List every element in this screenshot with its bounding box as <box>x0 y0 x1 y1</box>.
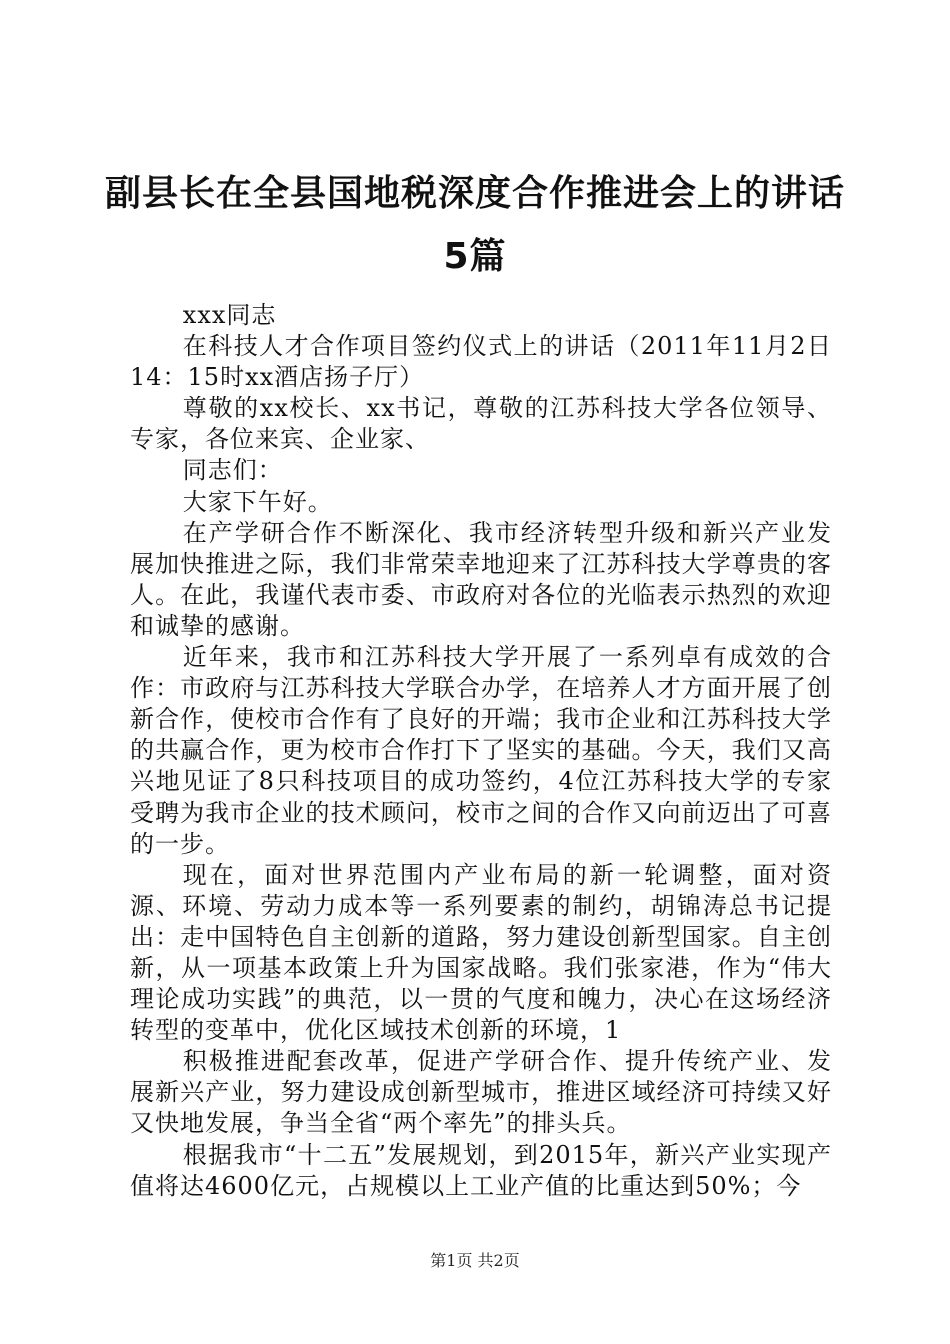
paragraph-plan: 根据我市“十二五”发展规划，到2015年，新兴产业实现产值将达4600亿元，占规模以上工业产值的比重达到50%；今 <box>130 1140 832 1200</box>
paragraph-welcome: 在产学研合作不断深化、我市经济转型升级和新兴产业发展加快推进之际，我们非常荣幸地迎来了江苏科技大学尊贵的客人。在此，我谨代表市委、市政府对各位的光临表示热烈的欢迎和诚挚的感谢。 <box>130 518 832 640</box>
paragraph-comrades: 同志们： <box>182 456 283 485</box>
document-title-line-2: 5篇 <box>443 236 507 277</box>
page-number-footer: 第1页 共2页 <box>430 1251 520 1270</box>
paragraph-innovation: 现在，面对世界范围内产业布局的新一轮调整，面对资源、环境、劳动力成本等一系列要素的制约，胡锦涛总书记提出：走中国特色自主创新的道路，努力建设创新型国家。自主创新，从一项基本政策上升为国家战略。我们张家港，作为“伟大理论成功实践”的典范，以一贯的气度和魄力，决心在这场经济转型的变革中，优化区域技术创新的环境，1 <box>130 860 832 1045</box>
paragraph-addressee: xxx同志 <box>182 301 277 329</box>
paragraph-cooperation: 近年来，我市和江苏科技大学开展了一系列卓有成效的合作：市政府与江苏科技大学联合办学，在培养人才方面开展了创新合作，使校市合作有了良好的开端；我市企业和江苏科技大学的共赢合作，更为校市合作打下了坚实的基础。今天，我们又高兴地见证了8只科技项目的成功签约，4位江苏科技大学的专家受聘为我市企业的技术顾问，校市之间的合作又向前迈出了可喜的一步。 <box>130 643 832 858</box>
paragraph-speech-heading: 在科技人才合作项目签约仪式上的讲话（2011年11月2日14：15时xx酒店扬子厅） <box>130 332 832 392</box>
paragraph-greeting: 大家下午好。 <box>182 487 333 516</box>
paragraph-salutation: 尊敬的xx校长、xx书记，尊敬的江苏科技大学各位领导、专家，各位来宾、企业家、 <box>130 394 832 454</box>
paragraph-reform: 积极推进配套改革，促进产学研合作、提升传统产业、发展新兴产业，努力建设成创新型城市，推进区域经济可持续又好又快地发展，争当全省“两个率先”的排头兵。 <box>130 1047 832 1138</box>
document-title-line-1: 副县长在全县国地税深度合作推进会上的讲话 <box>104 173 845 214</box>
document-body <box>130 300 832 1202</box>
